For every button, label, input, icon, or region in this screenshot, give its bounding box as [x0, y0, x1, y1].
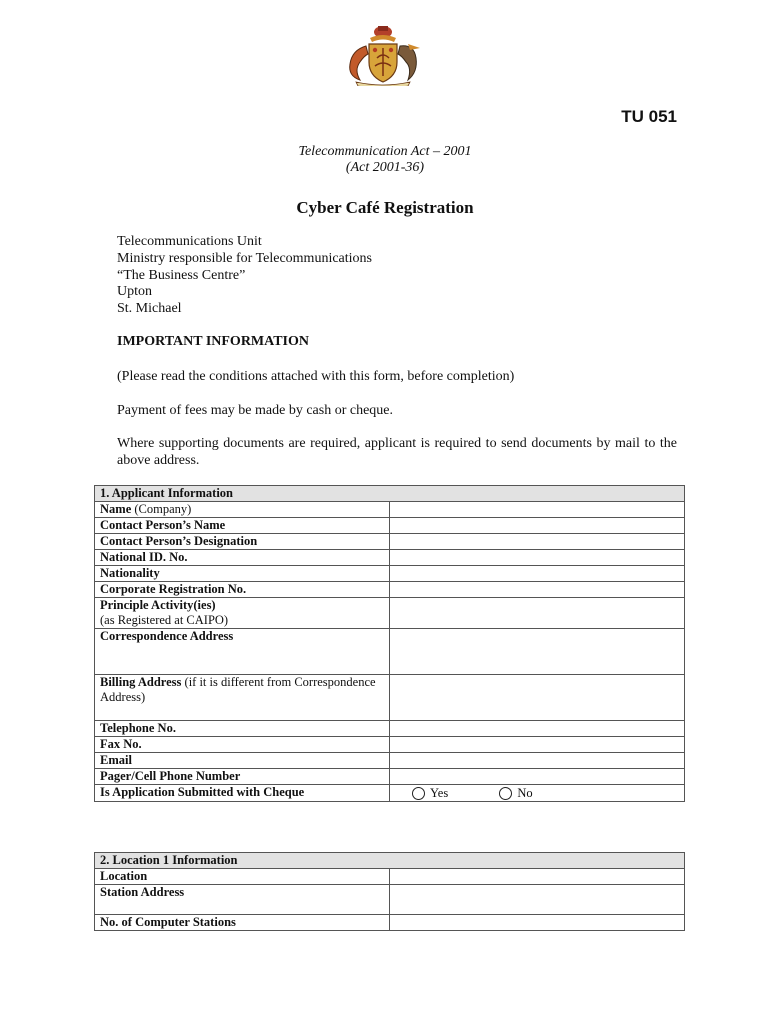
field-label: [95, 598, 390, 629]
field-label: National ID. No.: [95, 550, 390, 566]
radio-icon[interactable]: [499, 787, 512, 800]
table-row: [95, 675, 685, 721]
applicant-info-table: [94, 485, 685, 802]
address-line: Ministry responsible for Telecommunications: [117, 250, 372, 266]
table-row: [95, 566, 685, 582]
station-address-field[interactable]: [390, 885, 685, 915]
table-row: [95, 550, 685, 566]
table-row: [95, 885, 685, 915]
no-label: No: [517, 786, 533, 800]
field-label: Correspondence Address: [95, 629, 390, 675]
location-field[interactable]: [390, 869, 685, 885]
payment-note: Payment of fees may be made by cash or cheque.: [117, 403, 394, 418]
field-label: Station Address: [95, 885, 390, 915]
table-row: [95, 721, 685, 737]
fax-field[interactable]: [390, 737, 685, 753]
field-label: Contact Person’s Designation: [95, 534, 390, 550]
field-label: No. of Computer Stations: [95, 915, 390, 931]
table-row: [95, 769, 685, 785]
pager-field[interactable]: [390, 769, 685, 785]
contact-designation-field[interactable]: [390, 534, 685, 550]
coat-of-arms-icon: [342, 24, 424, 86]
act-title: Telecommunication Act – 2001: [298, 144, 472, 159]
table-row: [95, 869, 685, 885]
table-row: [95, 753, 685, 769]
field-label: Pager/Cell Phone Number: [95, 769, 390, 785]
table-row: [95, 502, 685, 518]
name-label-note: (Company): [131, 502, 192, 516]
email-field[interactable]: [390, 753, 685, 769]
billing-address-label: Billing Address: [100, 675, 182, 689]
name-label: Name: [100, 502, 132, 516]
field-label: [95, 675, 390, 721]
cheque-options: [390, 785, 685, 802]
act-number: (Act 2001-36): [345, 160, 425, 175]
field-label: Corporate Registration No.: [95, 582, 390, 598]
principle-activity-field[interactable]: [390, 598, 685, 629]
nationality-field[interactable]: [390, 566, 685, 582]
field-label: Email: [95, 753, 390, 769]
principle-activity-label: Principle Activity(ies): [100, 598, 216, 612]
company-name-field[interactable]: [390, 502, 685, 518]
table-row: [95, 582, 685, 598]
corporate-registration-field[interactable]: [390, 582, 685, 598]
conditions-note: (Please read the conditions attached with this form, before completion): [117, 369, 515, 384]
correspondence-address-field[interactable]: [390, 629, 685, 675]
location-info-table: [94, 852, 685, 931]
section-heading: 2. Location 1 Information: [95, 853, 685, 869]
table-row: [95, 534, 685, 550]
table-row: [95, 598, 685, 629]
radio-icon[interactable]: [412, 787, 425, 800]
field-label: Nationality: [95, 566, 390, 582]
yes-label: Yes: [430, 786, 449, 800]
address-line: Telecommunications Unit: [117, 234, 262, 249]
billing-address-note: (if it is different from Correspondence Address): [100, 675, 376, 704]
table-row: [95, 785, 685, 802]
field-label: [95, 502, 390, 518]
address-line: “The Business Centre”: [117, 267, 246, 283]
cheque-no-option[interactable]: [499, 786, 532, 801]
field-label: Is Application Submitted with Cheque: [95, 785, 390, 802]
telephone-field[interactable]: [390, 721, 685, 737]
form-code: TU 051: [621, 107, 677, 126]
field-label: Location: [95, 869, 390, 885]
document-title: Cyber Café Registration: [296, 198, 474, 217]
important-heading: IMPORTANT INFORMATION: [117, 334, 310, 349]
documents-note: Where supporting documents are required, applicant is required to send documents by mail to the above address.: [117, 436, 677, 468]
section-heading: 1. Applicant Information: [95, 486, 685, 502]
computer-stations-field[interactable]: [390, 915, 685, 931]
cheque-yes-option[interactable]: [412, 786, 448, 801]
table-row: [95, 629, 685, 675]
address-line: Upton: [117, 284, 152, 300]
principle-activity-note: (as Registered at CAIPO): [100, 613, 229, 627]
billing-address-field[interactable]: [390, 675, 685, 721]
table-row: [95, 737, 685, 753]
table-row: [95, 915, 685, 931]
field-label: Fax No.: [95, 737, 390, 753]
table-row: [95, 518, 685, 534]
address-line: St. Michael: [117, 301, 182, 317]
field-label: Contact Person’s Name: [95, 518, 390, 534]
office-address: [117, 234, 372, 318]
contact-name-field[interactable]: [390, 518, 685, 534]
field-label: Telephone No.: [95, 721, 390, 737]
national-id-field[interactable]: [390, 550, 685, 566]
